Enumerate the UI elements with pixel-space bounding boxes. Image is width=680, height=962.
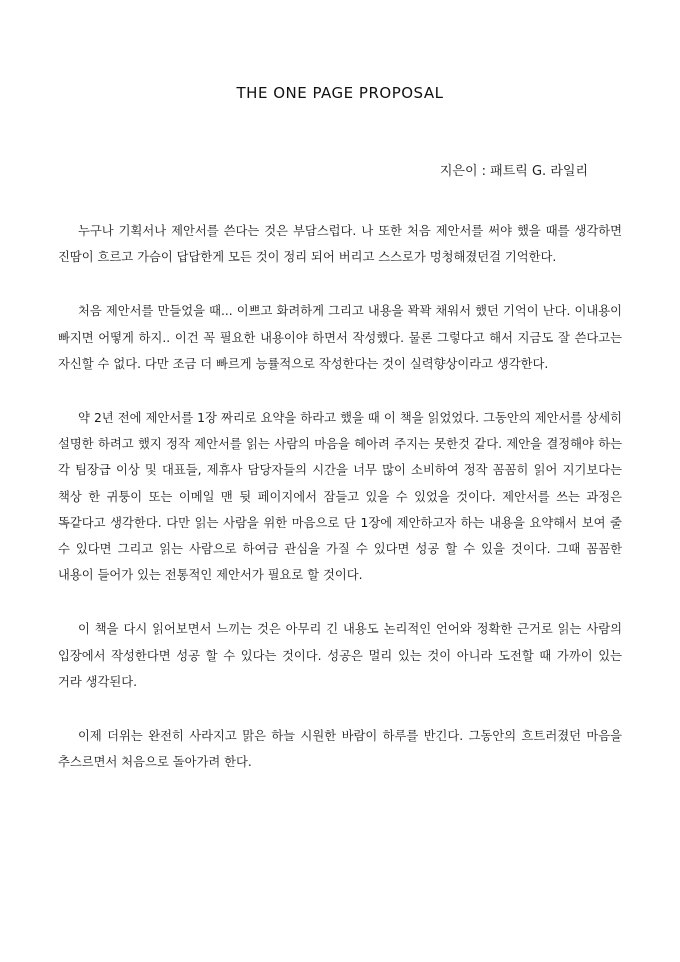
paragraph-1: 누구나 기획서나 제안서를 쓴다는 것은 부담스럽다. 나 또한 처음 제안서를 써야 했을 때를 생각하면 진땀이 흐르고 가슴이 답답한게 모든 것이 정리 되어 버리고 스스로가 멍청해졌던걸 기억한다.	[58, 224, 622, 265]
paragraph-4: 이 책을 다시 읽어보면서 느끼는 것은 아무리 긴 내용도 논리적인 언어와 정확한 근거로 읽는 사람의 입장에서 작성한다면 성공 할 수 있다는 것이다. 성공은 멀리 있는 것이 아니라 도전할 때 가까이 있는 거라 생각된다.	[58, 622, 622, 689]
author-line: 지은이 : 패트릭 G. 라일리	[439, 164, 588, 179]
paragraph-3: 약 2년 전에 제안서를 1장 짜리로 요약을 하라고 했을 때 이 책을 읽었었다. 그동안의 제안서를 상세히 설명한 하려고 했지 정작 제안서를 읽는 사람의 마음을 헤아려 주지는 못한것 같다. 제안을 결정해야 하는 각 팀장급 이상 및 대표들, 제휴사 담당자들의 시간을 너무 많이 소비하여 정작 꼼꼼히 읽어 지기보다는 책상 한 귀퉁이 또는 이메일 맨 뒷 페이지에서 잠들고 있을 수 있었을 것이다. 제안서를 쓰는 과정은 똑같다고 생각한다. 다만 읽는 사람을 위한 마음으로 단 1장에 제안하고자 하는 내용을 요약해서 보여 줄 수 있다면 그리고 읽는 사람으로 하여금 관심을 가질 수 있다면 성공 할 수 있을 것이다. 그때 꼼꼼한 내용이 들어가 있는 전통적인 제안서가 필요로 할 것이다.	[58, 411, 622, 583]
document-title: THE ONE PAGE PROPOSAL	[236, 84, 444, 102]
paragraph-2: 처음 제안서를 만들었을 때... 이쁘고 화려하게 그리고 내용을 꽉꽉 채워서 했던 기억이 난다. 이내용이 빠지면 어떻게 하지.. 이건 꼭 필요한 내용이야 하면서 작성했다. 물론 그렇다고 해서 지금도 잘 쓴다고는 자신할 수 없다. 다만 조금 더 빠르게 능률적으로 작성한다는 것이 실력향상이라고 생각한다.	[58, 304, 622, 371]
paragraph-5: 이제 더위는 완전히 사라지고 맑은 하늘 시원한 바람이 하루를 반긴다. 그동안의 흐트러졌던 마음을 추스르면서 처음으로 돌아가려 한다.	[58, 729, 622, 770]
document-body	[58, 218, 622, 803]
